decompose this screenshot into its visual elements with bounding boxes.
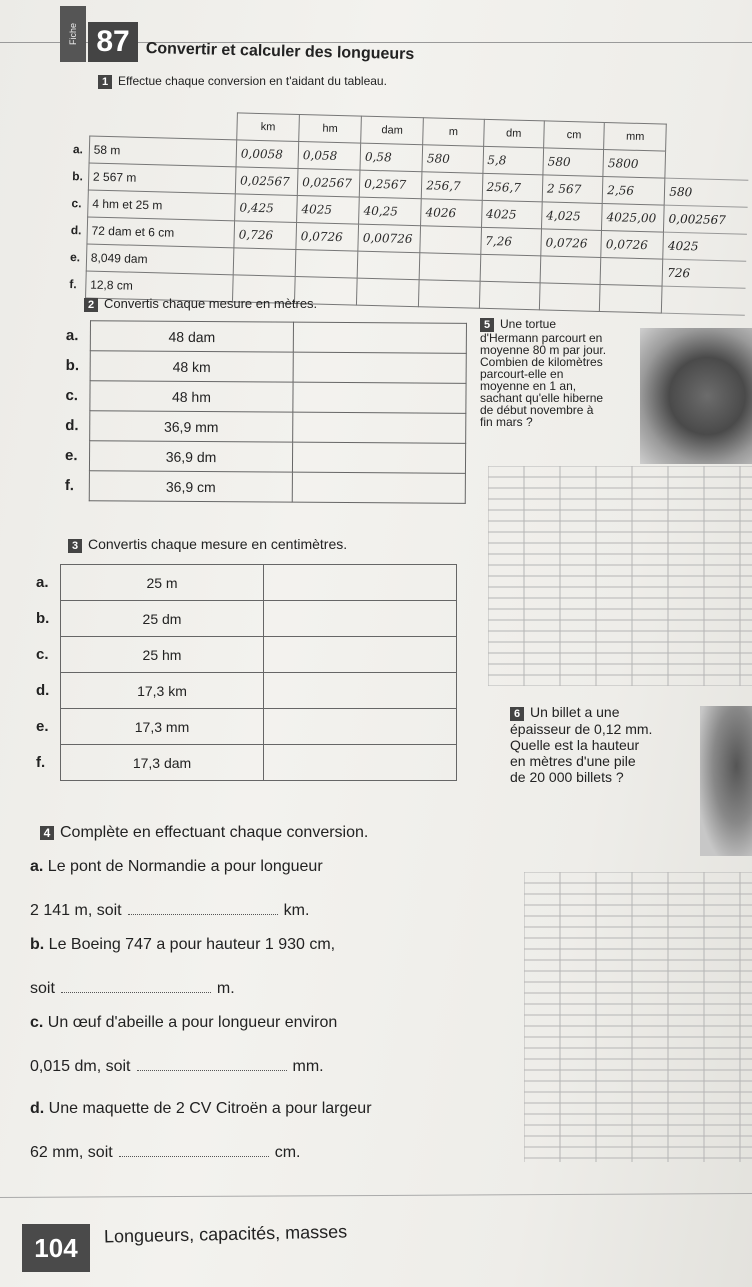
- handwritten-cell[interactable]: 4,025: [541, 201, 602, 230]
- handwritten-cell[interactable]: [419, 279, 480, 308]
- ex3-instruction: Convertis chaque mesure en centimètres.: [88, 536, 348, 552]
- handwritten-cell[interactable]: 5,8: [483, 146, 544, 175]
- blank-cell: [69, 108, 90, 135]
- ex4-item-answer-line: [30, 1144, 300, 1162]
- ex4-item-statement: [30, 936, 335, 954]
- handwritten-cell[interactable]: [357, 278, 420, 307]
- handwritten-cell[interactable]: 40,25: [359, 197, 422, 226]
- ex4-item-answer-line: [30, 902, 309, 920]
- ex4-answer-grid[interactable]: [524, 872, 752, 1162]
- handwritten-cell[interactable]: 580: [543, 147, 604, 176]
- row-measure: 48 dam: [90, 321, 293, 352]
- page-title: Convertir et calculer des longueurs: [145, 40, 415, 64]
- problem-text-line: fin mars ?: [480, 415, 533, 429]
- problem-text-line: Une tortue: [500, 317, 557, 331]
- row-measure: 36,9 dm: [89, 441, 292, 472]
- item-label: d.: [30, 1100, 45, 1117]
- row-label: e.: [69, 249, 81, 264]
- item-prefix: 2 141 m, soit: [30, 902, 122, 919]
- footer-rule: [0, 1193, 752, 1198]
- unit-header: mm: [604, 122, 667, 150]
- ex4-item-statement: [30, 1014, 337, 1032]
- item-unit: km.: [283, 902, 310, 919]
- row-measure: 36,9 mm: [90, 411, 293, 442]
- ex6-badge: 6: [510, 707, 524, 721]
- row-label: b.: [36, 610, 50, 627]
- row-label: d.: [70, 222, 82, 237]
- handwritten-cell[interactable]: [295, 249, 358, 278]
- handwritten-cell[interactable]: 0,058: [298, 141, 361, 170]
- ex4-item-answer-line: [30, 980, 235, 998]
- measure-row: [30, 709, 457, 745]
- handwritten-cell[interactable]: [539, 282, 600, 311]
- ex2-instruction: Convertis chaque mesure en mètres.: [104, 296, 318, 311]
- handwritten-cell[interactable]: 0,02567: [297, 168, 360, 197]
- row-label: f.: [36, 754, 46, 771]
- row-measure: 25 m: [61, 565, 264, 601]
- item-text: Le Boeing 747 a pour hauteur 1 930 cm,: [48, 936, 336, 953]
- answer-cell[interactable]: [264, 637, 457, 673]
- ex1-badge: 1: [98, 75, 112, 89]
- measure-row: [60, 350, 467, 383]
- handwritten-cell[interactable]: 0,0726: [541, 228, 602, 257]
- row-label: d.: [65, 417, 79, 435]
- handwritten-cell[interactable]: [600, 257, 663, 286]
- problem-text-line: épaisseur de 0,12 mm.: [510, 721, 653, 737]
- handwritten-cell[interactable]: 0,02567: [235, 166, 298, 195]
- answer-blank[interactable]: [61, 992, 211, 993]
- handwritten-cell[interactable]: [540, 255, 601, 284]
- ex4-item-statement: [30, 1100, 372, 1118]
- measure-row: [59, 470, 466, 503]
- margin-answer[interactable]: [665, 151, 749, 180]
- handwritten-cell[interactable]: [479, 281, 540, 310]
- item-unit: cm.: [274, 1144, 301, 1161]
- handwritten-cell[interactable]: [600, 284, 663, 313]
- blank-cell: [666, 124, 750, 153]
- answer-blank[interactable]: [137, 1070, 287, 1071]
- problem-text-line: sachant qu'elle hiberne: [480, 391, 604, 405]
- answer-blank[interactable]: [119, 1156, 269, 1157]
- answer-cell[interactable]: [264, 565, 457, 601]
- handwritten-cell[interactable]: 0,58: [360, 143, 423, 172]
- row-label: f.: [69, 276, 77, 291]
- handwritten-cell[interactable]: 0,726: [234, 220, 297, 249]
- problem-text-line: parcourt-elle en: [480, 367, 564, 381]
- margin-answer[interactable]: 726: [662, 259, 746, 288]
- ex2-badge: 2: [84, 298, 98, 312]
- handwritten-cell[interactable]: 0,00726: [358, 224, 421, 253]
- unit-header: cm: [544, 121, 605, 149]
- handwritten-cell[interactable]: 0,0058: [236, 139, 299, 168]
- row-label: c.: [71, 195, 82, 210]
- row-measure: 4 hm et 25 m: [87, 190, 235, 221]
- row-label: c.: [36, 646, 49, 663]
- item-label: c.: [30, 1014, 44, 1031]
- row-label: a.: [72, 141, 84, 156]
- fiche-tab: Fiche: [60, 6, 86, 62]
- chapter-title: Longueurs, capacités, masses: [103, 1221, 348, 1247]
- answer-blank[interactable]: [128, 914, 278, 915]
- ex4-instruction: Complète en effectuant chaque conversion.: [60, 824, 369, 841]
- item-prefix: soit: [30, 980, 55, 997]
- row-measure: 48 km: [90, 351, 293, 382]
- row-label: b.: [72, 168, 84, 183]
- answer-cell[interactable]: [293, 322, 466, 353]
- problem-text-line: de début novembre à: [480, 403, 594, 417]
- margin-answer[interactable]: 580: [665, 178, 749, 207]
- unit-header: hm: [299, 115, 362, 143]
- handwritten-cell[interactable]: 256,7: [482, 173, 543, 202]
- handwritten-cell[interactable]: [357, 251, 420, 280]
- conversion-table: [65, 108, 750, 315]
- item-prefix: 62 mm, soit: [30, 1144, 113, 1161]
- answer-cell[interactable]: [264, 673, 457, 709]
- row-measure: 36,9 cm: [89, 471, 292, 502]
- handwritten-cell[interactable]: [480, 254, 541, 283]
- answer-cell[interactable]: [292, 442, 465, 473]
- item-prefix: 0,015 dm, soit: [30, 1058, 131, 1075]
- handwritten-cell[interactable]: 7,26: [480, 227, 541, 256]
- item-text: Une maquette de 2 CV Citroën a pour largeur: [48, 1100, 372, 1117]
- ex1-instruction: Effectue chaque conversion en t'aidant du tableau.: [118, 74, 387, 88]
- row-measure: 72 dam et 6 cm: [87, 216, 235, 247]
- row-measure: 48 hm: [90, 381, 293, 412]
- fiche-number-badge: 87: [88, 22, 138, 62]
- row-label: e.: [64, 447, 78, 465]
- handwritten-cell[interactable]: [419, 252, 480, 281]
- measure-row: [30, 637, 457, 673]
- ex5-problem: [480, 318, 658, 428]
- unit-header: m: [423, 118, 484, 146]
- handwritten-cell[interactable]: 0,2567: [359, 170, 422, 199]
- item-label: a.: [30, 858, 44, 875]
- blank-cell: [90, 109, 238, 139]
- unit-header: km: [237, 113, 300, 141]
- ex4-title: [40, 824, 368, 842]
- ex4-item-statement: [30, 858, 323, 876]
- measure-row: [59, 410, 466, 443]
- handwritten-cell[interactable]: 0,0726: [296, 222, 359, 251]
- ex3-title: [68, 536, 347, 553]
- handwritten-cell[interactable]: 580: [422, 144, 483, 173]
- answer-cell[interactable]: [264, 745, 457, 781]
- problem-text-line: moyenne en 1 an,: [480, 379, 577, 393]
- row-measure: 17,3 dam: [61, 745, 264, 781]
- item-text: Un œuf d'abeille a pour longueur environ: [47, 1014, 338, 1031]
- turtle-photo: [640, 328, 752, 464]
- measure-row: [30, 601, 457, 637]
- margin-answer[interactable]: [662, 286, 746, 315]
- measure-row: [59, 440, 466, 473]
- page-number-badge: 104: [22, 1224, 90, 1272]
- measure-row: [30, 565, 457, 601]
- problem-text-line: moyenne 80 m par jour.: [480, 343, 607, 357]
- row-measure: 8,049 dam: [86, 243, 234, 274]
- row-label: f.: [64, 477, 75, 495]
- ex4-item-answer-line: [30, 1058, 324, 1076]
- handwritten-cell[interactable]: 256,7: [421, 171, 482, 200]
- margin-answer[interactable]: 4025: [663, 232, 747, 261]
- row-measure: 2 567 m: [88, 163, 236, 194]
- ex5-answer-grid[interactable]: [488, 466, 752, 686]
- measure-row: [59, 380, 466, 413]
- measure-row: [30, 745, 457, 781]
- margin-answer[interactable]: 0,002567: [664, 205, 748, 234]
- handwritten-cell[interactable]: 4025: [297, 195, 360, 224]
- problem-text-line: d'Hermann parcourt en: [480, 331, 603, 345]
- handwritten-cell[interactable]: 2 567: [542, 174, 603, 203]
- bird-photo: [700, 706, 752, 856]
- handwritten-cell[interactable]: 0,425: [235, 193, 298, 222]
- handwritten-cell[interactable]: 5800: [603, 149, 666, 178]
- row-measure: 17,3 mm: [61, 709, 264, 745]
- handwritten-cell[interactable]: 4025,00: [602, 203, 665, 232]
- ex6-problem: [510, 704, 710, 785]
- item-unit: m.: [216, 980, 235, 997]
- item-text: Le pont de Normandie a pour longueur: [47, 858, 323, 875]
- row-measure: 12,8 cm: [85, 270, 233, 301]
- ex1-title: [98, 74, 387, 89]
- row-measure: 17,3 km: [61, 673, 264, 709]
- row-label: a.: [36, 574, 49, 591]
- answer-cell[interactable]: [264, 601, 457, 637]
- row-measure: 25 hm: [61, 637, 264, 673]
- answer-cell[interactable]: [293, 352, 466, 383]
- answer-cell[interactable]: [292, 472, 465, 503]
- ex4-badge: 4: [40, 826, 54, 840]
- handwritten-cell[interactable]: 4025: [481, 200, 542, 229]
- ex3-table: [30, 564, 457, 781]
- ex5-badge: 5: [480, 318, 494, 332]
- ex2-table: [59, 320, 467, 504]
- handwritten-cell[interactable]: [420, 225, 481, 254]
- row-measure: 58 m: [89, 136, 237, 167]
- row-label: d.: [36, 682, 50, 699]
- problem-text-line: Combien de kilomètres: [480, 355, 603, 369]
- unit-header: dm: [483, 119, 544, 147]
- row-label: c.: [65, 387, 79, 405]
- answer-cell[interactable]: [264, 709, 457, 745]
- answer-cell[interactable]: [293, 382, 466, 413]
- handwritten-cell[interactable]: 0,0726: [601, 230, 664, 259]
- item-unit: mm.: [292, 1058, 324, 1075]
- problem-text-line: en mètres d'une pile: [510, 753, 636, 769]
- handwritten-cell[interactable]: 4026: [421, 198, 482, 227]
- row-label: b.: [65, 357, 80, 375]
- ex2-title: [84, 296, 317, 312]
- measure-row: [30, 673, 457, 709]
- measure-row: [60, 321, 467, 354]
- unit-header: dam: [361, 116, 424, 144]
- row-label: e.: [36, 718, 49, 735]
- handwritten-cell[interactable]: 2,56: [602, 176, 665, 205]
- ex3-badge: 3: [68, 539, 82, 553]
- row-label: a.: [65, 327, 79, 345]
- item-label: b.: [30, 936, 45, 953]
- problem-text-line: Quelle est la hauteur: [510, 737, 640, 753]
- handwritten-cell[interactable]: [233, 247, 296, 276]
- answer-cell[interactable]: [293, 412, 466, 443]
- row-measure: 25 dm: [61, 601, 264, 637]
- problem-text-line: de 20 000 billets ?: [510, 769, 624, 785]
- problem-text-line: Un billet a une: [530, 704, 620, 720]
